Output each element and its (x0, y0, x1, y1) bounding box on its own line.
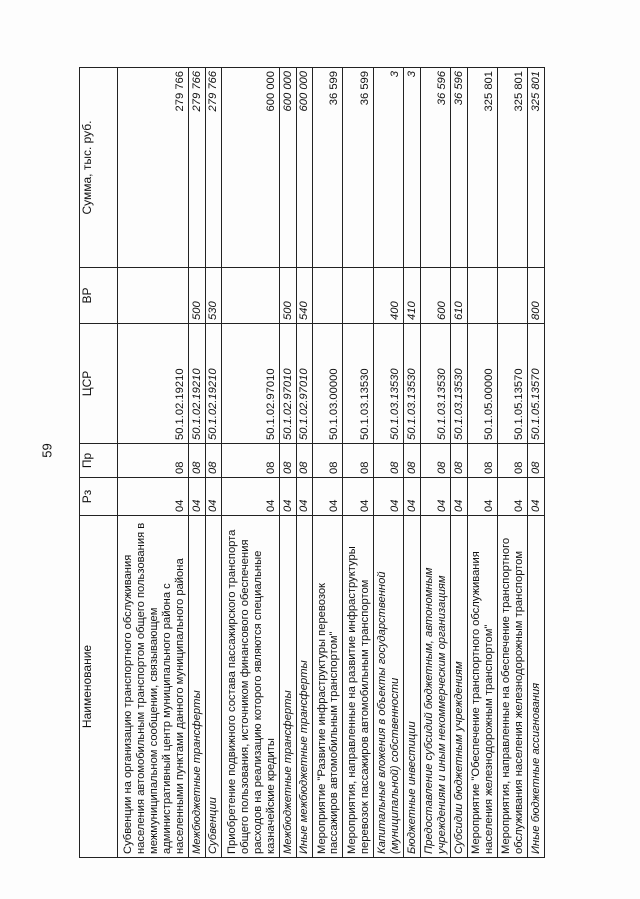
cell-rz: 04 (279, 478, 296, 516)
cell-name: Иные бюджетные ассигнования (528, 516, 545, 858)
cell-pr: 08 (118, 444, 189, 478)
cell-rz: 04 (450, 478, 467, 516)
cell-name: Приобретение подвижного состава пассажирского транспорта общего пользования, источником финансового обеспечения расходов на реализацию которого являются специальные казначейские кредиты (222, 516, 279, 858)
cell-pr: 08 (497, 444, 527, 478)
table-row (373, 68, 403, 858)
cell-rz: 04 (188, 478, 205, 516)
cell-csr: 50.1.02.19210 (188, 324, 205, 444)
cell-pr: 08 (313, 444, 343, 478)
table-row (222, 68, 279, 858)
cell-name: Мероприятие "Развитие инфраструктуры перевозок пассажиров автомобильным транспортом" (313, 516, 343, 858)
cell-name: Иные межбюджетные трансферты (296, 516, 313, 858)
cell-csr: 50.1.05.13570 (528, 324, 545, 444)
cell-csr: 50.1.03.13530 (450, 324, 467, 444)
cell-csr: 50.1.05.00000 (467, 324, 497, 444)
cell-pr: 08 (205, 444, 222, 478)
cell-rz: 04 (528, 478, 545, 516)
cell-vr: 410 (404, 268, 421, 324)
cell-vr: 500 (279, 268, 296, 324)
cell-vr: 800 (528, 268, 545, 324)
cell-rz: 04 (343, 478, 373, 516)
header-name: Наименование (80, 516, 118, 858)
cell-rz: 04 (118, 478, 189, 516)
cell-csr: 50.1.03.13530 (420, 324, 450, 444)
cell-sum: 36 596 (450, 68, 467, 268)
page-number: 59 (39, 443, 55, 458)
cell-vr (343, 268, 373, 324)
cell-sum: 279 766 (188, 68, 205, 268)
cell-name: Мероприятия, направленные на развитие инфраструктуры перевозок пассажиров автомобильным транспортом (343, 516, 373, 858)
table-row (279, 68, 296, 858)
cell-pr: 08 (343, 444, 373, 478)
header-sum: Сумма, тыс. руб. (80, 68, 118, 268)
cell-vr (497, 268, 527, 324)
cell-vr (222, 268, 279, 324)
cell-rz: 04 (205, 478, 222, 516)
cell-rz: 04 (404, 478, 421, 516)
cell-vr (313, 268, 343, 324)
cell-csr: 50.1.03.00000 (313, 324, 343, 444)
table-row (450, 68, 467, 858)
cell-rz: 04 (497, 478, 527, 516)
cell-sum: 600 000 (279, 68, 296, 268)
cell-vr (467, 268, 497, 324)
cell-name: Бюджетные инвестиции (404, 516, 421, 858)
table-row (188, 68, 205, 858)
table-row (343, 68, 373, 858)
table-row (118, 68, 189, 858)
cell-name: Предоставление субсидий бюджетным, автономным учреждениям и иным некоммерческим организациям (420, 516, 450, 858)
table-body (118, 68, 545, 858)
cell-sum: 3 (373, 68, 403, 268)
rotated-table-container (79, 68, 545, 858)
cell-pr: 08 (467, 444, 497, 478)
cell-pr: 08 (404, 444, 421, 478)
cell-pr: 08 (420, 444, 450, 478)
cell-rz: 04 (420, 478, 450, 516)
cell-vr: 600 (420, 268, 450, 324)
cell-pr: 08 (222, 444, 279, 478)
table-row (497, 68, 527, 858)
table-row (404, 68, 421, 858)
cell-name: Субвенции (205, 516, 222, 858)
cell-pr: 08 (528, 444, 545, 478)
cell-rz: 04 (222, 478, 279, 516)
cell-csr: 50.1.03.13530 (373, 324, 403, 444)
cell-name: Межбюджетные трансферты (279, 516, 296, 858)
cell-pr: 08 (188, 444, 205, 478)
cell-sum: 279 766 (205, 68, 222, 268)
cell-pr: 08 (450, 444, 467, 478)
cell-csr: 50.1.02.19210 (205, 324, 222, 444)
header-row (80, 68, 118, 858)
table-row (296, 68, 313, 858)
table-row (420, 68, 450, 858)
cell-name: Мероприятие "Обеспечение транспортного обслуживания населения железнодорожным транспортом" (467, 516, 497, 858)
cell-pr: 08 (373, 444, 403, 478)
cell-sum: 36 596 (420, 68, 450, 268)
cell-name: Межбюджетные трансферты (188, 516, 205, 858)
budget-table (79, 67, 545, 858)
cell-rz: 04 (467, 478, 497, 516)
cell-sum: 325 801 (497, 68, 527, 268)
cell-csr: 50.1.05.13570 (497, 324, 527, 444)
cell-name: Субвенции на организацию транспортного обслуживания населения автомобильным транспортом общего пользования в межмуниципальном сообщении, связывающем административный центр муниципального района с населенными пунктами данного муниципального района (118, 516, 189, 858)
cell-vr (118, 268, 189, 324)
cell-sum: 600 000 (296, 68, 313, 268)
header-pr: Пр (80, 444, 118, 478)
cell-name: Субсидии бюджетным учреждениям (450, 516, 467, 858)
cell-name: Капитальные вложения в объекты государственной (муниципальной) собственности (373, 516, 403, 858)
cell-vr: 540 (296, 268, 313, 324)
header-vr: ВР (80, 268, 118, 324)
cell-csr: 50.1.02.97010 (296, 324, 313, 444)
table-row (313, 68, 343, 858)
cell-vr: 400 (373, 268, 403, 324)
table-row (528, 68, 545, 858)
cell-csr: 50.1.03.13530 (343, 324, 373, 444)
cell-sum: 325 801 (467, 68, 497, 268)
cell-csr: 50.1.02.97010 (279, 324, 296, 444)
cell-rz: 04 (313, 478, 343, 516)
cell-csr: 50.1.02.97010 (222, 324, 279, 444)
cell-sum: 600 000 (222, 68, 279, 268)
header-rz: Рз (80, 478, 118, 516)
cell-rz: 04 (296, 478, 313, 516)
cell-sum: 36 599 (343, 68, 373, 268)
cell-sum: 325 801 (528, 68, 545, 268)
cell-vr: 610 (450, 268, 467, 324)
cell-sum: 279 766 (118, 68, 189, 268)
cell-pr: 08 (296, 444, 313, 478)
cell-rz: 04 (373, 478, 403, 516)
cell-csr: 50.1.03.13530 (404, 324, 421, 444)
cell-sum: 36 599 (313, 68, 343, 268)
cell-sum: 3 (404, 68, 421, 268)
table-row (205, 68, 222, 858)
cell-vr: 500 (188, 268, 205, 324)
cell-vr: 530 (205, 268, 222, 324)
cell-name: Мероприятия, направленные на обеспечение транспортного обслуживания населения железнодорожным транспортом (497, 516, 527, 858)
header-csr: ЦСР (80, 324, 118, 444)
cell-csr: 50.1.02.19210 (118, 324, 189, 444)
cell-pr: 08 (279, 444, 296, 478)
table-row (467, 68, 497, 858)
